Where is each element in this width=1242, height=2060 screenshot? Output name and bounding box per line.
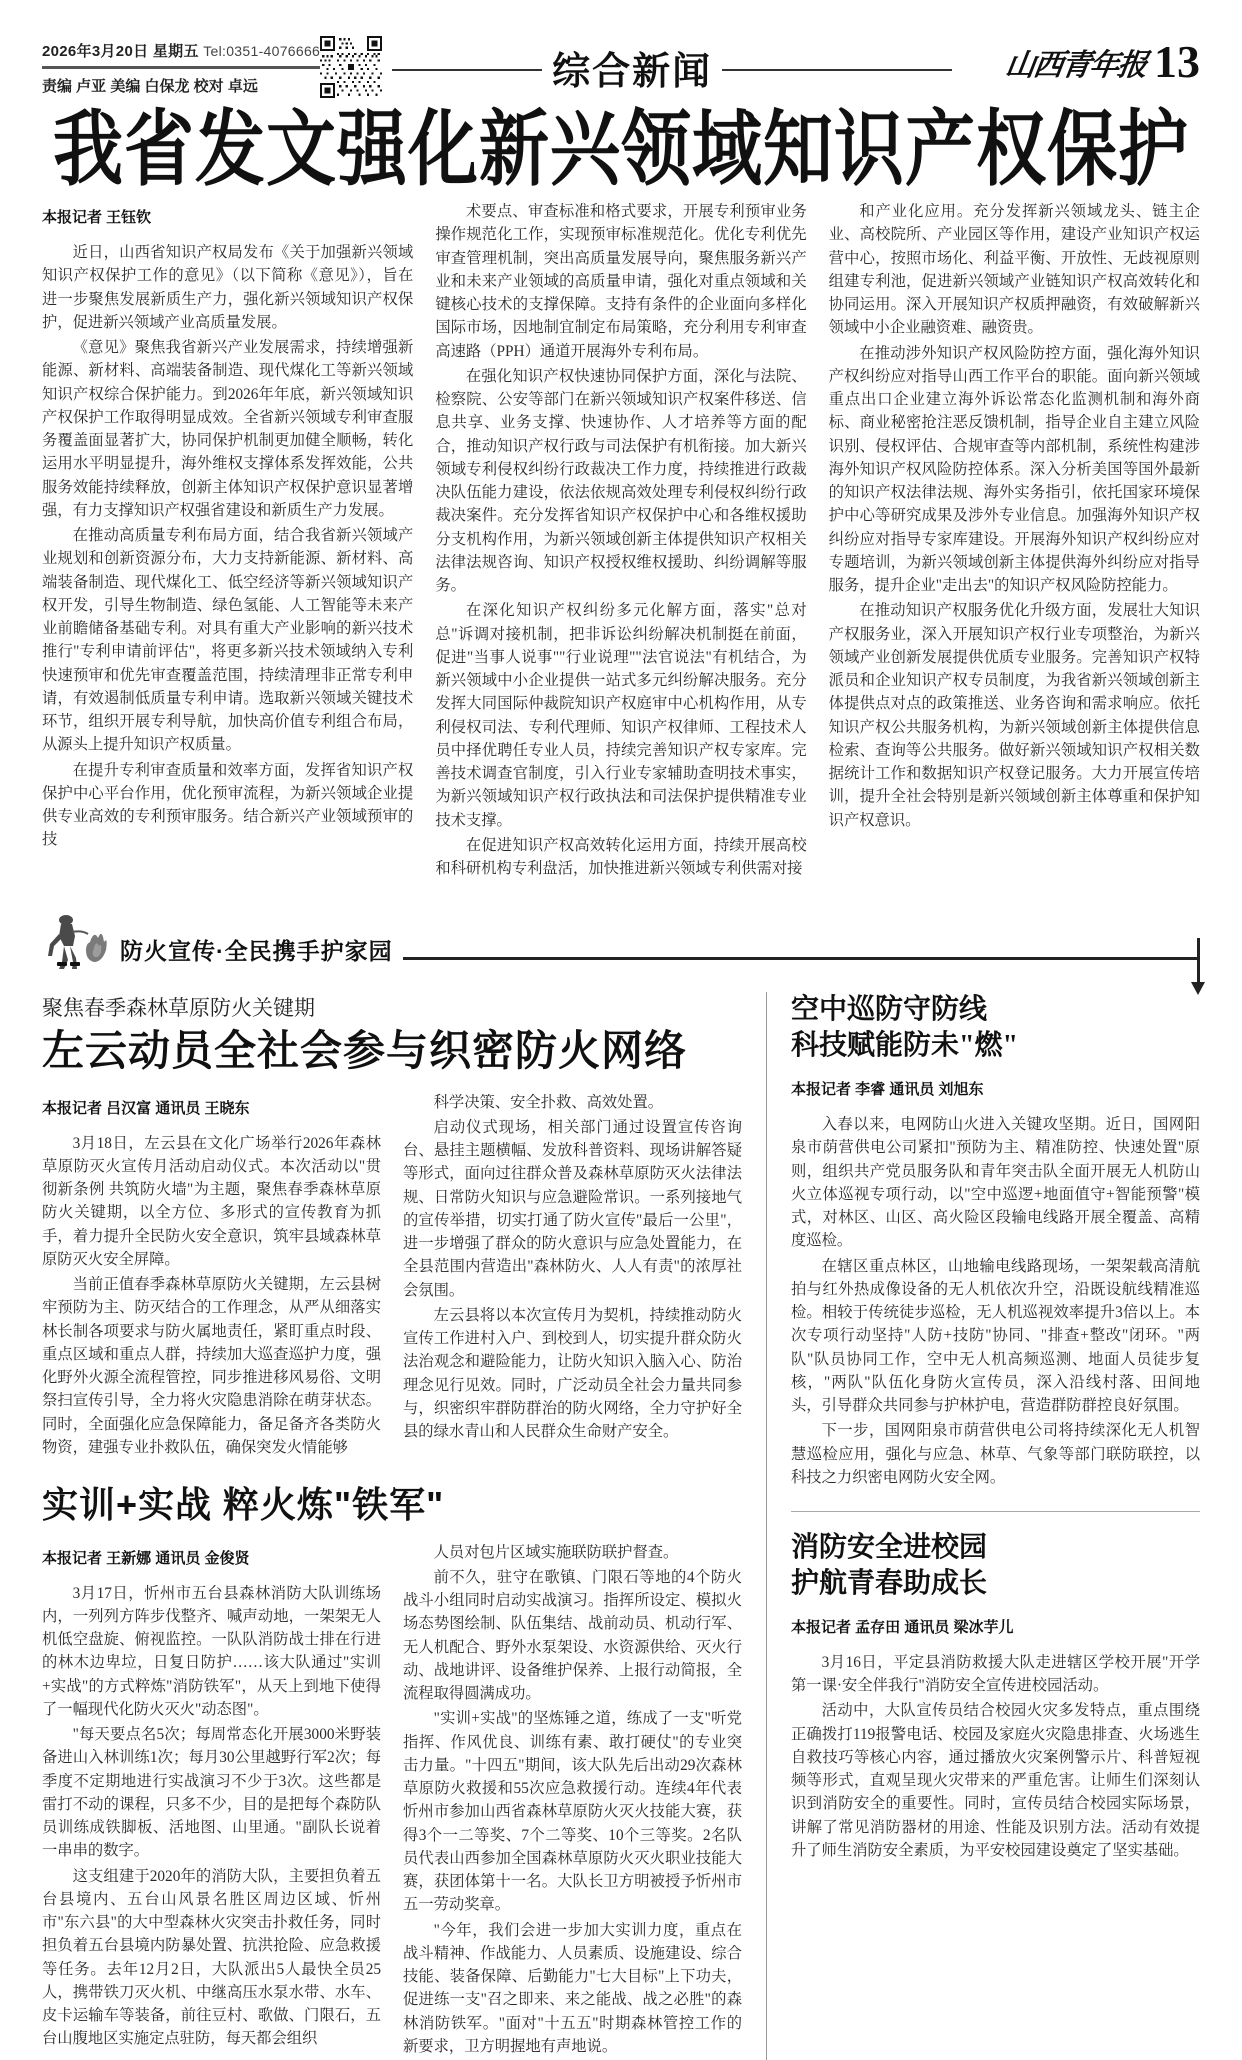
lower-section	[0, 970, 1242, 2060]
zuoyun-column-2	[403, 1091, 742, 1462]
zuoyun-body	[42, 1091, 742, 1462]
paragraph: 前不久，驻守在歌镇、门限石等地的4个防火战斗小组同时启动实战演习。指挥所设定、模拟火场态势图绘制、队伍集结、战前动员、机动行军、无人机配合、野外水泵架设、水资源供给、灭火行动、战地讲评、设备维护保养、上报行动简报，全流程取得圆满成功。	[403, 1568, 742, 1703]
shixun-column-1	[42, 1541, 381, 2060]
paragraph: 在推动知识产权服务优化升级方面，发展壮大知识产权服务业，深入开展知识产权行业专项整治，为新兴领域产业创新发展提供优质专业服务。完善知识产权特派员和企业知识产权专员制度，为我省新兴领域创新主体提供点对点的政策推送、业务咨询和需求响应。依托知识产权公共服务机构，为新兴领域创新主体提供信息检索、查询等公共服务。做好新兴领域知识产权相关数据统计工作和数据知识产权登记服务。大力开展宣传培训，提升全社会特别是新兴领域创新主体尊重和保护知识产权意识。	[828, 602, 1200, 829]
paragraph: "今年，我们会进一步加大实训力度，重点在战斗精神、作战能力、人员素质、设施建设、综合技能、装备保障、后勤能力"七大目标"上下功夫，促进练一支"召之即来、来之能战、战之必胜"的森林消防铁军。"面对"十五五"时期森林管控工作的新要求，卫方明握地有声地说。	[403, 1921, 742, 2055]
paragraph: 在提升专利审查质量和效率方面，发挥省知识产权保护中心平台作用，优化预审流程，为新兴领域企业提供专业高效的专利预审服务。结合新兴产业领域预审的技	[42, 761, 414, 849]
masthead-right	[952, 34, 1200, 88]
paragraph: 当前正值春季森林草原防火关键期，左云县树牢预防为主、防灭结合的工作理念，从严从细落实林长制各项要求与防火属地责任，紧盯重点时段、重点区域和重点人群，持续加大巡查巡护力度，强化野外火源全流程管控，同步推进移风易俗、文明祭扫宣传引导，全力将火灾隐患消除在萌芽状态。同时，全面强化应急保障能力，备足备齐各类防火物资，建强专业扑救队伍，确保突发火情能够	[42, 1276, 381, 1456]
paragraph: 在深化知识产权纠纷多元化解方面，落实"总对总"诉调对接机制，把非诉讼纠纷解决机制挺在前面，促进"当事人说事""行业说理""法官说法"有机结合，为新兴领域中小企业提供一站式多元纠纷解决服务。充分发挥大同国际仲裁院知识产权庭审中心机构作用，从专利侵权司法、专利代理师、知识产权律师、工程技术人员中择优聘任专业人员，持续完善知识产权专家库。完善技术调查官制度，引入行业专家辅助查明技术事实，为新兴领域知识产权行政执法和司法保护提供精准专业技术支撑。	[435, 602, 807, 829]
masthead-divider	[42, 66, 320, 69]
lead-column-3	[829, 200, 1200, 882]
zuoyun-byline: 本报记者 吕汉富 通讯员 王晓东	[42, 1099, 250, 1117]
vertical-divider	[766, 992, 767, 2060]
paragraph: 在促进知识产权高效转化运用方面，持续开展高校和科研机构专利盘活，加快推进新兴领域专利供需对接	[435, 836, 807, 878]
contact-telephone: Tel:0351-4076666	[203, 43, 321, 59]
fire-banner-arrow-head	[1191, 982, 1205, 995]
paragraph: "每天要点名5次；每周常态化开展3000米野装备进山入林训练1次；每月30公里越野行军2次；每季度不定期地进行实战演习不少于3次。这些都是雷打不动的课程，只多不少，目的是把每个森防队员训练成铁脚板、活地图、山里通。"副队长说着一串串的数字。	[42, 1726, 381, 1860]
lead-column-1	[42, 200, 413, 882]
publication-date: 2026年3月20日 星期五	[42, 43, 199, 60]
shixun-headline: 实训+实战 粹火炼"铁军"	[42, 1484, 445, 1526]
lead-column-2	[435, 200, 806, 882]
fire-prevention-banner	[42, 912, 1200, 970]
paragraph: 启动仪式现场，相关部门通过设置宣传咨询台、悬挂主题横幅、发放科普资料、现场讲解答疑等形式，面向过往群众普及森林草原防灭火法律法规、日常防火知识与应急避险常识。一系列接地气的宣传举措，切实打通了防火宣传"最后一公里"，进一步增强了群众的防火意识与应急处置能力，在全县范围内营造出"森林防火、人人有责"的浓厚社会氛围。	[403, 1118, 742, 1299]
lead-byline: 本报记者 王钰钦	[42, 209, 152, 227]
shixun-body	[42, 1541, 742, 2060]
masthead-right-dash	[722, 69, 952, 71]
section-title: 综合新闻	[552, 50, 713, 93]
lead-headline: 我省发文强化新兴领域知识产权保护	[53, 102, 1189, 196]
zuoyun-kicker: 聚焦春季森林草原防火关键期	[42, 996, 315, 1021]
airpatrol-byline: 本报记者 李睿 通讯员 刘旭东	[791, 1081, 984, 1099]
right-column-divider	[791, 1511, 1200, 1512]
paragraph: 术要点、审查标准和格式要求，开展专利预审业务操作规范化工作，实现预审标准规范化。优化专利优先审查管理机制，突出高质量发展导向，聚焦服务新兴产业和未来产业领域的高质量申请，强化对重点领域和关键核心技术的支撑保障。支持有条件的企业面向多样化国际市场，因地制宜制定布局策略，充分利用专利审查高速路（PPH）通道开展海外专利布局。	[435, 203, 807, 360]
fire-banner-rule	[403, 957, 1200, 960]
paragraph: 3月18日，左云县在文化广场举行2026年森林草原防灭火宣传月活动启动仪式。本次活动以"贯彻新条例 共筑防火墙"为主题，聚焦春季森林草原防火关键期，以全方位、多形式的宣传教育为抓手，着力提升全民防火安全意识，筑牢县域森林草原防灭火安全屏障。	[42, 1134, 381, 1268]
shixun-column-2	[403, 1541, 742, 2060]
paragraph: 近日，山西省知识产权局发布《关于加强新兴领域知识产权保护工作的意见》（以下简称《意见》），旨在进一步聚焦发展新质生产力，强化新兴领域知识产权保护，促进新兴领域产业高质量发展。	[42, 244, 414, 331]
fire-banner-arrow-stem	[1197, 938, 1200, 986]
xiaofang-headline-line1: 消防安全进校园	[791, 1532, 988, 1564]
lower-left-block	[42, 992, 742, 2060]
paragraph: 活动中，大队宣传员结合校园火灾多发特点，重点围绕正确拨打119报警电话、校园及家庭火灾隐患排查、火场逃生自救技巧等核心内容，通过播放火灾案例警示片、科普短视频等形式，直观呈现火灾带来的严重危害。让师生们深刻认识到消防安全的重要性。同时，宣传员结合校园实际场景，讲解了常见消防器材的用途、性能及识别方法。活动有效提升了师生消防安全素质，为平安校园建设奠定了坚实基础。	[791, 1702, 1200, 1859]
paper-nameplate: 山西青年报	[1003, 49, 1148, 82]
paragraph: 这支组建于2020年的消防大队，主要担负着五台县境内、五台山风景名胜区周边区域、忻州市"东六县"的大中型森林火灾突击扑救任务，同时担负着五台县境内防暴处置、抗洪抢险、应急救援等任务。去年12月2日，大队派出5人最快全员25人，携带铁刀灭火机、中继高压水泵水带、水车、皮卡运输车等装备，前往豆村、歌做、门限石，五台山腹地区实施定点驻防，每天都会组织	[42, 1867, 381, 2048]
masthead-left-dash	[392, 69, 542, 71]
masthead	[0, 0, 1242, 95]
paragraph: 入春以来，电网防山火进入关键攻坚期。近日，国网阳泉市荫营供电公司紧扣"预防为主、精准防控、快速处置"原则，组织共产党员服务队和青年突击队全面开展无人机防山火立体巡视专项行动，以"空中巡逻+地面值守+智能预警"模式，对林区、山区、高火险区段输电线路开展全覆盖、高精度巡检。	[791, 1116, 1200, 1250]
zuoyun-headline: 左云动员全社会参与织密防火网络	[42, 1027, 688, 1075]
paragraph: 和产业化应用。充分发挥新兴领域龙头、链主企业、高校院所、产业园区等作用，建设产业知识产权运营中心，按照市场化、利益平衡、开放性、无歧视原则组建专利池，促进新兴领域产业链知识产权高效转化和协同运用。深入开展知识产权质押融资，有效破解新兴领域中小企业融资难、融资贵。	[828, 203, 1200, 337]
page-number: 13	[1154, 36, 1200, 88]
paragraph: 《意见》聚焦我省新兴产业发展需求，持续增强新能源、新材料、高端装备制造、现代煤化工等新兴领域知识产权综合保护能力。到2026年年底，新兴领域知识产权保护工作取得明显成效。全省新兴领域专利审查服务覆盖面显著扩大，协同保护机制更加健全顺畅，转化运用水平明显提升，海外维权支撑体系发挥效能，公共服务效能持续释放，创新主体知识产权保护意识显著增强，有力支撑知识产权强省建设和新质生产力发展。	[42, 339, 414, 519]
masthead-date-line	[42, 40, 320, 61]
paragraph: 在强化知识产权快速协同保护方面，深化与法院、检察院、公安等部门在新兴领域知识产权案件移送、信息共享、业务支撑、快速协作、人才培养等方面的配合，推动知识产权行政与司法保护有机衔接。加大新兴领域专利侵权纠纷行政裁决工作力度，持续推进行政裁决队伍能力建设，依法依规高效处理专利侵权纠纷行政裁决案件。充分发挥省知识产权保护中心和各维权援助分支机构作用，为新兴领域创新主体提供知识产权相关法律法规咨询、知识产权授权维权援助、纠纷调解等服务。	[435, 367, 807, 595]
editor-credits: 责编 卢亚 美编 白保龙 校对 卓远	[42, 78, 258, 95]
paragraph: 在推动高质量专利布局方面，结合我省新兴领域产业规划和创新资源分布，大力支持新能源、新材料、高端装备制造、现代煤化工、低空经济等新兴领域知识产权开发，引导生物制造、绿色氢能、人工智能等未来产业前瞻储备基础专利。对具有重大产业影响的新兴技术推行"专利申请前评估"，将更多新兴技术领域纳入专利快速预审和优先审查覆盖范围，持续清理非正常专利申请，有效遏制低质量专利申请。选取新兴领域关键技术环节，组织开展专利导航，加快高价值专利组合布局，从源头上提升知识产权质量。	[42, 527, 414, 754]
paragraph: 科学决策、安全扑救、高效处置。	[433, 1093, 664, 1111]
xiaofang-headline	[791, 1530, 1200, 1602]
masthead-center	[320, 34, 952, 98]
xiaofang-byline: 本报记者 孟存田 通讯员 梁冰芋儿	[791, 1618, 1014, 1636]
paragraph: 在辖区重点林区，山地输电线路现场，一架架载高清航拍与红外热成像设备的无人机依次升空，沿既设航线精准巡检。相较于传统徒步巡检，无人机巡视效率提升3倍以上。本次专项行动坚持"人防+技防"协同、"排查+整改"闭环。"两队"队员协同工作，空中无人机高频巡测、地面人员徒步复核，"两队"队伍化身防火宣传员，深入沿线村落、田间地头，引导群众共同参与护林护电，营造群防群控良好氛围。	[791, 1257, 1200, 1415]
paragraph: 下一步，国网阳泉市荫营供电公司将持续深化无人机智慧巡检应用，强化与应急、林草、气象等部门联防联控，以科技之力织密电网防火安全网。	[791, 1422, 1200, 1486]
firefighter-icon	[42, 912, 120, 970]
fire-banner-title: 防火宣传·全民携手护家园	[120, 938, 393, 965]
xiaofang-headline-line2: 护航青春助成长	[791, 1567, 988, 1599]
qr-code-icon[interactable]	[320, 36, 382, 98]
zuoyun-column-1	[42, 1091, 381, 1462]
airpatrol-headline-line2: 科技赋能防未"燃"	[791, 1030, 1019, 1062]
masthead-left	[42, 34, 320, 96]
paragraph: 人员对包片区域实施联防联护督查。	[433, 1543, 679, 1561]
airpatrol-headline	[791, 992, 1200, 1064]
shixun-byline: 本报记者 王新娜 通讯员 金俊贤	[42, 1549, 250, 1567]
paragraph: 在推动涉外知识产权风险防控方面，强化海外知识产权纠纷应对指导山西工作平台的职能。面向新兴领域重点出口企业建立海外诉讼常态化监测机制和海外商标、商业秘密抢注恶反馈机制，指导企业自主建立风险识别、侵权评估、合规审查等内部机制，系统性构建涉海外知识产权风险防控体系。深入分析美国等国外最新的知识产权法律法规、海外实务指引，依托国家环境保护中心等研究成果及涉外专业信息。加强海外知识产权纠纷应对指导专家库建设。开展海外知识产权纠纷应对专题培训，为新兴领域创新主体提供海外纠纷应对指导服务，提升企业"走出去"的知识产权风险防控能力。	[828, 344, 1200, 595]
paragraph: "实训+实战"的坚炼锤之道，练成了一支"听党指挥、作风优良、训练有素、敢打硬仗"的专业突击力量。"十四五"期间，该大队先后出动29次森林草原防火救援和55次应急救援行动。连续4年代表忻州市参加山西省森林草原防火灭火技能大赛，获得3个一二等奖、7个二等奖、10个三等奖。2名队员代表山西参加全国森林草原防火灭火职业技能大赛，获团体第十一名。大队长卫方明被授予忻州市五一劳动奖章。	[403, 1710, 742, 1914]
paragraph: 左云县将以本次宣传月为契机，持续推动防火宣传工作进村入户、到校到人，切实提升群众防火法治观念和避险能力，让防火知识入脑入心、防治理念见行见效。同时，广泛动员全社会力量共同参与，织密织牢群防群治的防火网络，全力守护好全县的绿水青山和人民群众生命财产安全。	[403, 1306, 742, 1441]
lower-right-block	[791, 992, 1200, 2060]
airpatrol-headline-line1: 空中巡防守防线	[791, 994, 988, 1026]
paragraph: 3月17日，忻州市五台县森林消防大队训练场内，一列列方阵步伐整齐、喊声动地，一架架无人机低空盘旋、俯视监控。一队队消防战士排在行进的林木边卑垃，日复日防护……该大队通过"实训+实战"的方式粹炼"消防铁军"，从天上到地下使得了一幅现代化防火灭火"动态图"。	[42, 1584, 381, 1718]
paragraph: 3月16日，平定县消防救援大队走进辖区学校开展"开学第一课·安全伴我行"消防安全宣传进校园活动。	[791, 1653, 1200, 1694]
lead-article-body	[0, 200, 1242, 882]
